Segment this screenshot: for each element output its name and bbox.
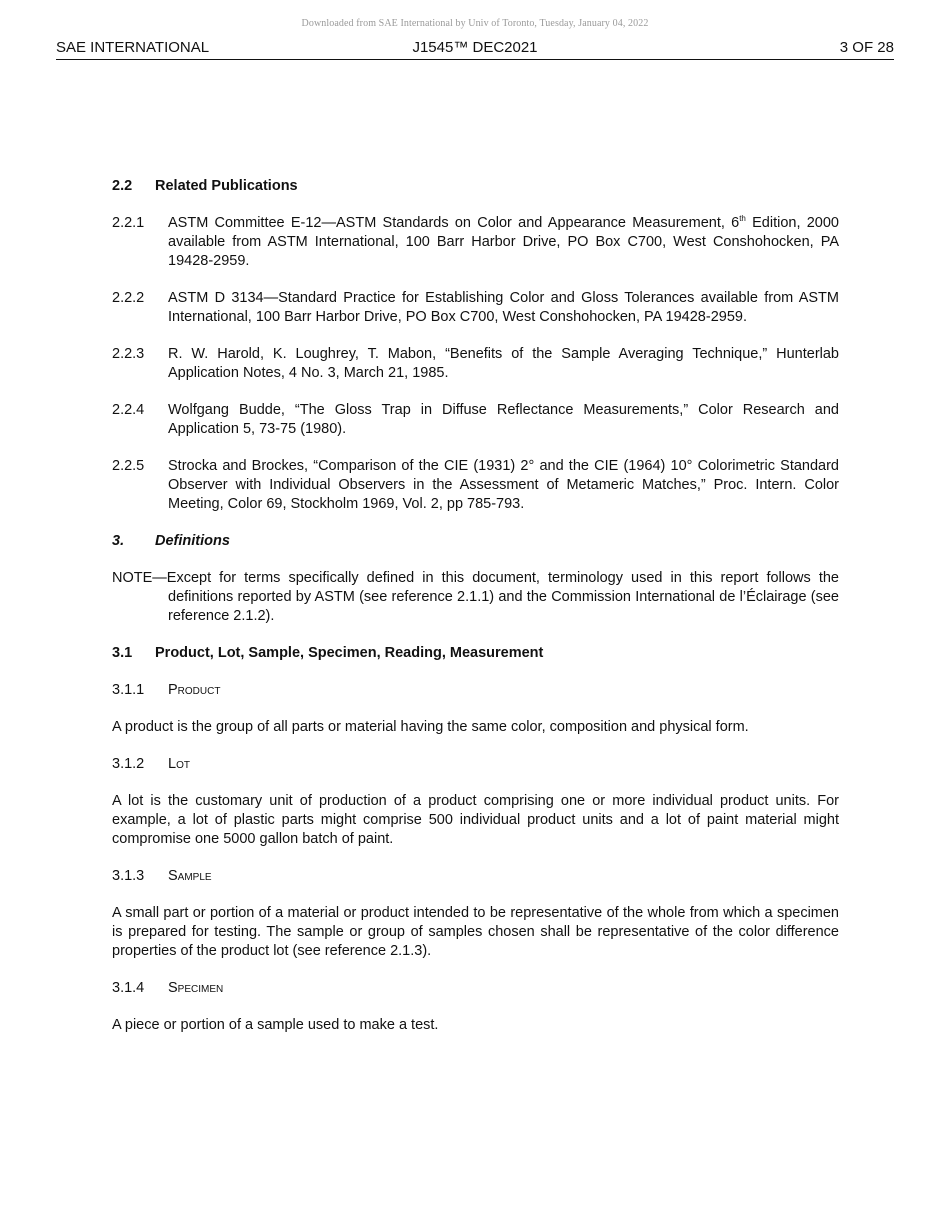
subsection-number: 3.1.1 [112, 682, 145, 698]
subsection-3-1-1-text: A product is the group of all parts or material having the same color, composition and physical form. [112, 719, 749, 735]
reference-2-2-5 [112, 457, 839, 514]
section-2-2-heading [112, 177, 839, 196]
reference-text: ASTM D 3134—Standard Practice for Establishing Color and Gloss Tolerances available from ASTM International, 100 Barr Harbor Drive, PO Box C700, West Conshohocken, PA 19428-2959. [168, 290, 839, 325]
subsection-3-1-3-heading [112, 867, 839, 886]
subsection-number: 3.1.2 [112, 756, 145, 772]
reference-text: R. W. Harold, K. Loughrey, T. Mabon, “Benefits of the Sample Averaging Technique,” Hunterlab Application Notes, 4 No. 3, March 21, 1985. [168, 346, 839, 381]
reference-number: 2.2.1 [112, 215, 145, 231]
header-page-number: 3 OF 28 [839, 39, 894, 56]
ordinal-superscript: th [739, 214, 746, 224]
definitions-note [112, 569, 839, 626]
page-header [56, 38, 894, 60]
subsection-title: Product [168, 682, 221, 698]
document-body [112, 177, 839, 1053]
reference-text: Strocka and Brockes, “Comparison of the CIE (1931) 2° and the CIE (1964) 10° Colorimetric Standard Observer with Individual Observers in the Assessment of Metameric Matches,” Proc. Intern. Color Meeting, Color 69, Stockholm 1969, Vol. 2, pp 785-793. [168, 458, 839, 512]
subsection-title: Sample [168, 868, 212, 884]
reference-number: 2.2.3 [112, 346, 145, 362]
section-3-1-heading [112, 644, 839, 663]
subsection-3-1-2-heading [112, 755, 839, 774]
header-organization: SAE INTERNATIONAL [56, 39, 210, 56]
reference-text-part: Edition, 2000 available from ASTM International, 100 Barr Harbor Drive, PO Box C700, West Conshohocken, PA 19428-2959. [168, 215, 839, 269]
reference-text [168, 214, 839, 271]
header-document-id: J1545™ DEC2021 [412, 39, 538, 56]
section-number: 3.1 [112, 645, 133, 661]
section-3-heading [112, 532, 839, 551]
note-text: NOTE—Except for terms specifically defined in this document, terminology used in this report follows the definitions reported by ASTM (see reference 2.1.1) and the Commission International de l’Éclairage (see reference 2.1.2). [112, 570, 839, 624]
subsection-title: Lot [168, 756, 190, 772]
section-title: Related Publications [155, 178, 298, 194]
section-number: 2.2 [112, 178, 133, 194]
subsection-3-1-4-text: A piece or portion of a sample used to make a test. [112, 1017, 439, 1033]
section-title: Definitions [155, 533, 230, 549]
reference-number: 2.2.5 [112, 458, 145, 474]
subsection-3-1-1-heading [112, 681, 839, 700]
reference-text-part: ASTM Committee E-12—ASTM Standards on Color and Appearance Measurement, 6 [168, 215, 740, 231]
subsection-number: 3.1.3 [112, 868, 145, 884]
reference-2-2-3 [112, 345, 839, 383]
subsection-3-1-4-heading [112, 979, 839, 998]
reference-2-2-1 [112, 214, 839, 271]
subsection-number: 3.1.4 [112, 980, 145, 996]
reference-text: Wolfgang Budde, “The Gloss Trap in Diffuse Reflectance Measurements,” Color Research and Application 5, 73-75 (1980). [168, 402, 839, 437]
download-watermark: Downloaded from SAE International by Univ of Toronto, Tuesday, January 04, 2022 [301, 18, 649, 29]
subsection-3-1-2-text: A lot is the customary unit of production of a product comprising one or more individual product units. For example, a lot of plastic parts might comprise 500 individual product units and a lot of paint material might compromise one 5000 gallon batch of paint. [112, 793, 839, 847]
section-title: Product, Lot, Sample, Specimen, Reading, Measurement [155, 645, 544, 661]
section-number: 3. [112, 533, 125, 549]
reference-number: 2.2.4 [112, 402, 145, 418]
reference-2-2-2 [112, 289, 839, 327]
subsection-title: Specimen [168, 980, 224, 996]
reference-2-2-4 [112, 401, 839, 439]
subsection-3-1-3-text: A small part or portion of a material or product intended to be representative of the whole from which a specimen is prepared for testing. The sample or group of samples chosen shall be representative of the color difference properties of the product lot (see reference 2.1.3). [112, 905, 839, 959]
reference-number: 2.2.2 [112, 290, 145, 306]
